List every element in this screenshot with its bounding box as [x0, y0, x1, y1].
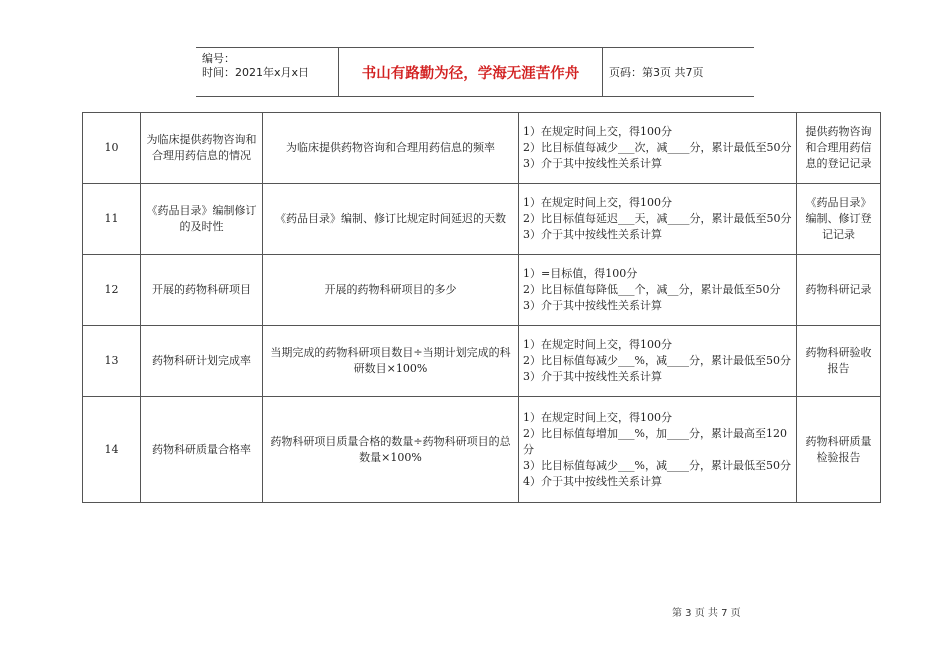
header-page-number: 页码：第3页 共7页: [609, 66, 704, 79]
scoring-rule-line: 2）比目标值每减少___次，减____分，累计最低至50分: [523, 141, 792, 154]
scoring-rules: [519, 113, 797, 184]
indicator-number: 13: [83, 326, 141, 397]
data-source: 药物科研记录: [797, 255, 881, 326]
indicator-name: 为临床提供药物咨询和合理用药信息的情况: [141, 113, 263, 184]
header-motto: 书山有路勤为径，学海无涯苦作舟: [339, 48, 603, 96]
scoring-rule-line: 2）比目标值每减少___%，减____分，累计最低至50分: [523, 354, 791, 367]
time-label: 时间：2021年x月x日: [202, 66, 310, 79]
data-source: 药物科研验收报告: [797, 326, 881, 397]
scoring-rule-line: 1）在规定时间上交，得100分: [523, 338, 672, 351]
table-row: [83, 184, 881, 255]
indicator-definition: 为临床提供药物咨询和合理用药信息的频率: [263, 113, 519, 184]
scoring-rule-line: 2）比目标值每增加___%，加____分，累计最高至120分: [523, 426, 787, 456]
indicator-number: 14: [83, 397, 141, 503]
page-footer: 第 3 页 共 7 页: [672, 608, 741, 619]
scoring-rule-line: 4）介于其中按线性关系计算: [523, 474, 662, 488]
data-source: 提供药物咨询和合理用药信息的登记记录: [797, 113, 881, 184]
table-row: [83, 397, 881, 503]
scoring-rule-line: 2）比目标值每降低___个，减__分，累计最低至50分: [523, 283, 781, 296]
scoring-rule-line: 3）介于其中按线性关系计算: [523, 157, 662, 170]
indicator-definition: 当期完成的药物科研项目数目÷当期计划完成的科研数目×100%: [263, 326, 519, 397]
indicator-number: 12: [83, 255, 141, 326]
indicator-number: 11: [83, 184, 141, 255]
scoring-rule-line: 1）在规定时间上交，得100分: [523, 196, 672, 209]
scoring-rule-line: 3）介于其中按线性关系计算: [523, 228, 662, 241]
table-row: [83, 113, 881, 184]
scoring-rule-line: 1）在规定时间上交，得100分: [523, 125, 672, 138]
scoring-rules: [519, 184, 797, 255]
page-header: [196, 47, 754, 97]
scoring-rule-line: 1）=目标值，得100分: [523, 267, 638, 280]
indicator-table-body: [83, 113, 881, 503]
table-row: [83, 255, 881, 326]
scoring-rules: [519, 326, 797, 397]
indicator-definition: 《药品目录》编制、修订比规定时间延迟的天数: [263, 184, 519, 255]
data-source: 药物科研质量检验报告: [797, 397, 881, 503]
indicator-number: 10: [83, 113, 141, 184]
number-label: 编号：: [202, 52, 235, 65]
scoring-rule-line: 1）在规定时间上交，得100分: [523, 410, 672, 424]
scoring-rule-line: 3）比目标值每减少___%，减____分，累计最低至50分: [523, 458, 791, 472]
indicator-table: [82, 112, 881, 503]
scoring-rules: [519, 397, 797, 503]
scoring-rules: [519, 255, 797, 326]
table-row: [83, 326, 881, 397]
header-meta: [196, 48, 339, 96]
scoring-rule-line: 3）介于其中按线性关系计算: [523, 299, 662, 312]
indicator-definition: 开展的药物科研项目的多少: [263, 255, 519, 326]
indicator-name: 药物科研计划完成率: [141, 326, 263, 397]
data-source: 《药品目录》编制、修订登记记录: [797, 184, 881, 255]
indicator-name: 《药品目录》编制修订的及时性: [141, 184, 263, 255]
indicator-name: 开展的药物科研项目: [141, 255, 263, 326]
scoring-rule-line: 3）介于其中按线性关系计算: [523, 370, 662, 383]
indicator-name: 药物科研质量合格率: [141, 397, 263, 503]
indicator-definition: 药物科研项目质量合格的数量÷药物科研项目的总数量×100%: [263, 397, 519, 503]
scoring-rule-line: 2）比目标值每延迟___天，减____分，累计最低至50分: [523, 212, 792, 225]
